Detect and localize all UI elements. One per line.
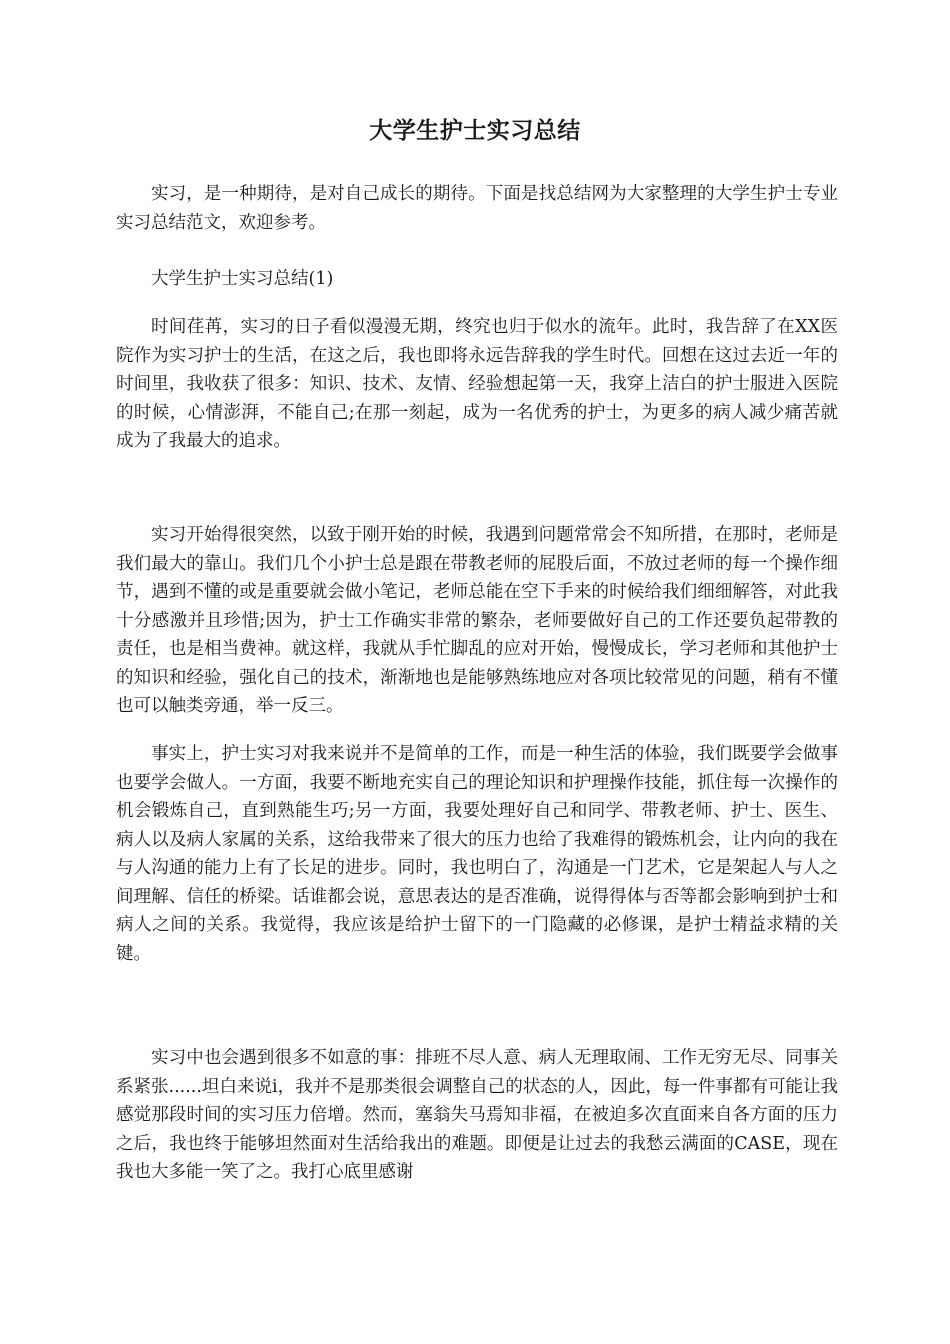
intro-paragraph: 实习，是一种期待，是对自己成长的期待。下面是找总结网为大家整理的大学生护士专业实习总结范文，欢迎参考。 xyxy=(116,184,838,233)
section-subheading: 大学生护士实习总结(1) xyxy=(151,269,334,289)
body-paragraph-1: 时间荏苒，实习的日子看似漫漫无期，终究也归于似水的流年。此时，我告辞了在XX医院作为实习护士的生活，在这之后，我也即将永远告辞我的学生时代。回想在这过去近一年的时间里，我收获了很多：知识、技术、友情、经验想起第一天，我穿上洁白的护士服进入医院的时候，心情澎湃，不能自己;在那一刻起，成为一名优秀的护士，为更多的病人减少痛苦就成为了我最大的追求。 xyxy=(116,317,838,451)
body-paragraph-3: 事实上，护士实习对我来说并不是简单的工作，而是一种生活的体验，我们既要学会做事也要学会做人。一方面，我要不断地充实自己的理论知识和护理操作技能，抓住每一次操作的机会锻炼自己，直到熟能生巧;另一方面，我要处理好自己和同学、带教老师、护士、医生、病人以及病人家属的关系，这给我带来了很大的压力也给了我难得的锻炼机会，让内向的我在与人沟通的能力上有了长足的进步。同时，我也明白了，沟通是一门艺术，它是架起人与人之间理解、信任的桥梁。话谁都会说，意思表达的是否准确，说得得体与否等都会影响到护士和病人之间的关系。我觉得，我应该是给护士留下的一门隐藏的必修课，是护士精益求精的关键。 xyxy=(116,744,838,964)
body-paragraph-2: 实习开始得很突然，以致于刚开始的时候，我遇到问题常常会不知所措，在那时，老师是我们最大的靠山。我们几个小护士总是跟在带教老师的屁股后面，不放过老师的每一个操作细节，遇到不懂的或是重要就会做小笔记，老师总能在空下手来的时候给我们细细解答，对此我十分感激并且珍惜;因为，护士工作确实非常的繁杂，老师要做好自己的工作还要负起带教的责任，也是相当费神。就这样，我就从手忙脚乱的应对开始，慢慢成长，学习老师和其他护士的知识和经验，强化自己的技术，渐渐地也是能够熟练地应对各项比较常见的问题，稍有不懂也可以触类旁通，举一反三。 xyxy=(116,525,838,716)
document-title: 大学生护士实习总结 xyxy=(369,118,581,144)
body-paragraph-4: 实习中也会遇到很多不如意的事：排班不尽人意、病人无理取闹、工作无穷无尽、同事关系紧张......坦白来说i，我并不是那类很会调整自己的状态的人，因此，每一件事都有可能让我感觉那段时间的实习压力倍增。然而，塞翁失马焉知非福，在被迫多次直面来自各方面的压力之后，我也终于能够坦然面对生活给我出的难题。即便是让过去的我愁云满面的CASE，现在我也大多能一笑了之。我打心底里感谢 xyxy=(116,1048,838,1182)
